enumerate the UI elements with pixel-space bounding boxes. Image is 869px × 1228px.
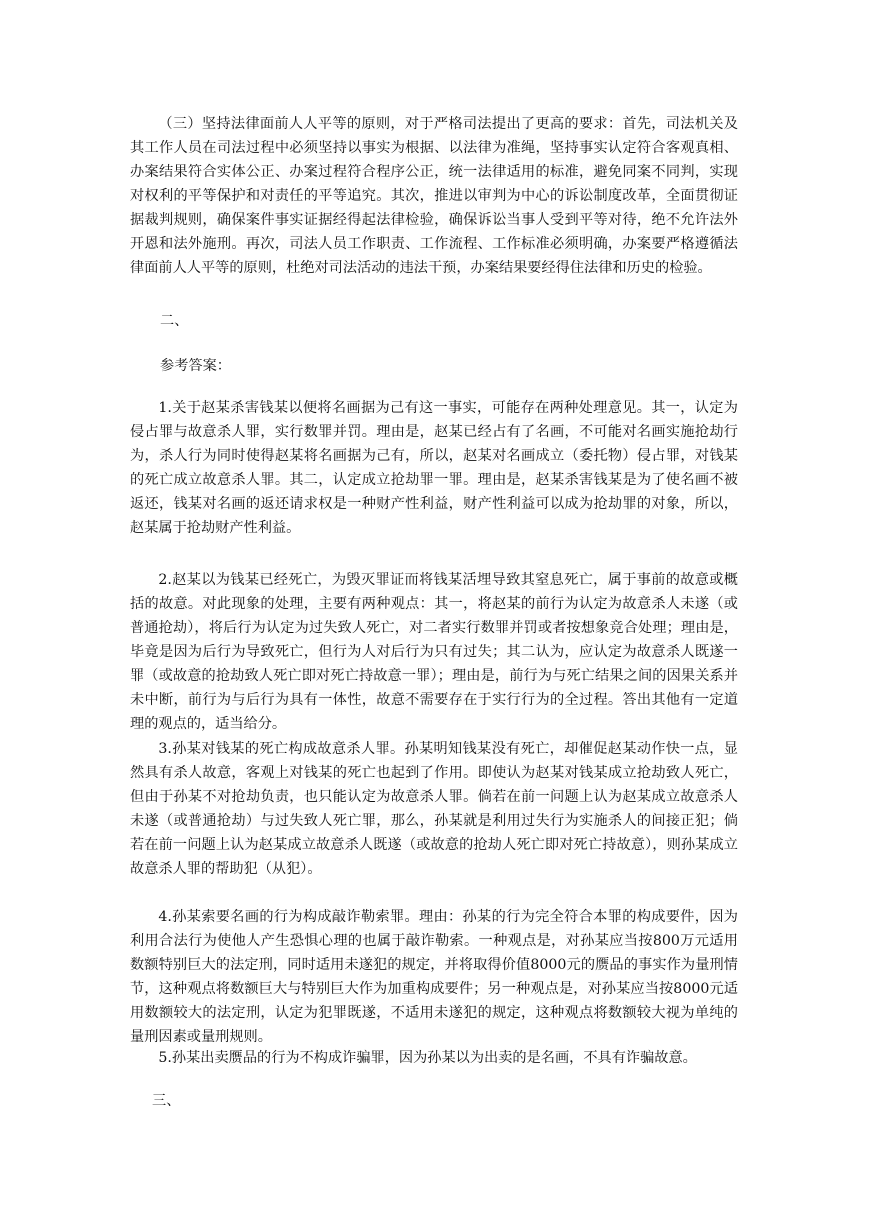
- answer-item-3: 3.孙某对钱某的死亡构成故意杀人罪。孙某明知钱某没有死亡，却催促赵某动作快一点，显然具有杀人故意，客观上对钱某的死亡也起到了作用。即使认为赵某对钱某成立抢劫致人死亡，但由于孙某不对抢劫负责，也只能认定为故意杀人罪。倘若在前一问题上认为赵某成立故意杀人未遂（或普通抢劫）与过失致人死亡罪，那么，孙某就是利用过失行为实施杀人的间接正犯；倘若在前一问题上认为赵某成立故意杀人既遂（或故意的抢劫人死亡即对死亡持故意），则孙某成立故意杀人罪的帮助犯（从犯）。: [130, 741, 738, 877]
- section-heading-2: 二、: [160, 313, 189, 329]
- reference-answer-label: 参考答案：: [160, 358, 231, 374]
- answer-item-2: 2.赵某以为钱某已经死亡，为毁灭罪证而将钱某活埋导致其窒息死亡，属于事前的故意或概括的故意。对此现象的处理，主要有两种观点：其一，将赵某的前行为认定为故意杀人未遂（或普通抢劫），将后行为认定为过失致人死亡，对二者实行数罪并罚或者按想象竞合处理；理由是，毕竟是因为后行为导致死亡，但行为人对后行为只有过失；其二认为，应认定为故意杀人既遂一罪（或故意的抢劫致人死亡即对死亡持故意一罪）；理由是，前行为与死亡结果之间的因果关系并未中断，前行为与后行为具有一体性，故意不需要存在于实行行为的全过程。答出其他有一定道理的观点的，适当给分。: [130, 572, 738, 732]
- paragraph-equality-principle: （三）坚持法律面前人人平等的原则，对于严格司法提出了更高的要求：首先，司法机关及其工作人员在司法过程中必须坚持以事实为根据、以法律为准绳，坚持事实认定符合客观真相、办案结果符合实体公正、办案过程符合程序公正，统一法律适用的标准，避免同案不同判，实现对权利的平等保护和对责任的平等追究。其次，推进以审判为中心的诉讼制度改革，全面贯彻证据裁判规则，确保案件事实证据经得起法律检验，确保诉讼当事人受到平等对待，绝不允许法外开恩和法外施刑。再次，司法人员工作职责、工作流程、工作标准必须明确，办案要严格遵循法律面前人人平等的原则，杜绝对司法活动的违法干预，办案结果要经得住法律和历史的检验。: [130, 116, 738, 276]
- answer-item-5: 5.孙某出卖赝品的行为不构成诈骗罪，因为孙某以为出卖的是名画，不具有诈骗故意。: [158, 1050, 697, 1066]
- answer-item-4: 4.孙某索要名画的行为构成敲诈勒索罪。理由：孙某的行为完全符合本罪的构成要件，因为利用合法行为使他人产生恐惧心理的也属于敲诈勒索。一种观点是，对孙某应当按800万元适用数额特别巨大的法定刑，同时适用未遂犯的规定，并将取得价值8000元的赝品的事实作为量刑情节，这种观点将数额巨大与特别巨大作为加重构成要件；另一种观点是，对孙某应当按8000元适用数额较大的法定刑，认定为犯罪既遂，不适用未遂犯的规定，这种观点将数额较大视为单纯的量刑因素或量刑规则。: [130, 909, 738, 1045]
- answer-item-1: 1.关于赵某杀害钱某以便将名画据为己有这一事实，可能存在两种处理意见。其一，认定为侵占罪与故意杀人罪，实行数罪并罚。理由是，赵某已经占有了名画，不可能对名画实施抢劫行为，杀人行为同时使得赵某将名画据为己有，所以，赵某对名画成立（委托物）侵占罪，对钱某的死亡成立故意杀人罪。其二，认定成立抢劫罪一罪。理由是，赵某杀害钱某是为了使名画不被返还，钱某对名画的返还请求权是一种财产性利益，财产性利益可以成为抢劫罪的对象，所以，赵某属于抢劫财产性利益。: [130, 400, 738, 536]
- section-heading-3: 三、: [152, 1093, 181, 1109]
